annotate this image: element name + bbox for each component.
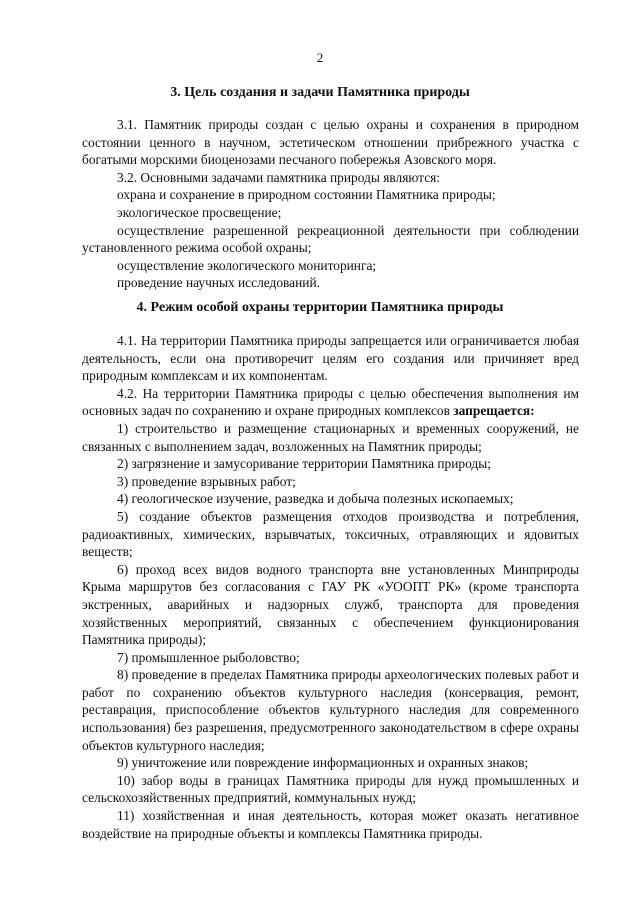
prohibited-label: запрещается: — [453, 403, 535, 419]
task-item: осуществление разрешенной рекреационной деятельности при соблюдении установленного режима особой охраны; — [82, 222, 579, 256]
prohibition-item: 9) уничтожение или повреждение информационных и охранных знаков; — [117, 755, 529, 771]
section-4-title: 4. Режим особой охраны территории Памятника природы — [136, 300, 504, 315]
section-4-body — [82, 332, 579, 842]
paragraph-4-2-text: 4.2. На территории Памятника природы с целью обеспечения выполнения им основных задач по сохранению и охране природных комплексов — [82, 385, 579, 419]
prohibition-item: 7) промышленное рыболовство; — [117, 649, 300, 665]
page-number: 2 — [316, 50, 324, 65]
task-item: экологическое просвещение; — [117, 204, 282, 220]
prohibition-item: 4) геологическое изучение, разведка и добыча полезных ископаемых; — [117, 491, 514, 507]
section-3-body — [82, 116, 579, 292]
prohibition-item: 8) проведение в пределах Памятника природы археологических полевых работ и работ по сохранению объектов культурного наследия (консервация, ремонт, реставрация, приспособление объектов культурного наследия для современного использования) без разрешения, предусмотренного законодательством в сфере охраны объектов культурного наследия; — [82, 667, 579, 753]
task-item: охрана и сохранение в природном состоянии Памятника природы; — [117, 187, 496, 203]
paragraph-4-2 — [82, 385, 579, 420]
prohibition-item: 2) загрязнение и замусоривание территории Памятника природы; — [117, 456, 491, 472]
prohibition-item: 11) хозяйственная и иная деятельность, которая может оказать негативное воздействие на природные объекты и комплексы Памятника природы. — [82, 808, 579, 841]
prohibition-item: 6) проход всех видов водного транспорта вне установленных Минприроды Крыма маршрутов без согласования с ГАУ РК «УООПТ РК» (кроме транспорта экстренных, аварийных и надзорных служб, транспорта для проведения хозяйственных мероприятий, связанных с обеспечением функционирования Памятника природы); — [82, 561, 579, 648]
paragraph-3-2: 3.2. Основными задачами памятника природы являются: — [117, 169, 441, 185]
prohibition-item: 3) проведение взрывных работ; — [117, 473, 296, 489]
task-item: осуществление экологического мониторинга; — [117, 257, 377, 273]
paragraph-4-1: 4.1. На территории Памятника природы запрещается или ограничивается любая деятельность, если она противоречит целям его создания или причиняет вред природным комплексам и их компонентам. — [82, 333, 579, 384]
prohibition-item: 1) строительство и размещение стационарных и временных сооружений, не связанных с выполнением задач, возложенных на Памятник природы; — [82, 420, 579, 454]
prohibition-item: 10) забор воды в границах Памятника природы для нужд промышленных и сельскохозяйственных предприятий, коммунальных нужд; — [82, 772, 579, 806]
paragraph-3-1: 3.1. Памятник природы создан с целью охраны и сохранения в природном состоянии ценного в научном, эстетическом отношении прибрежного участка с богатыми морскими биоценозами песчаного побережья Азовского моря. — [82, 117, 579, 168]
section-3-title: 3. Цель создания и задачи Памятника природы — [170, 85, 470, 100]
prohibition-item: 5) создание объектов размещения отходов производства и потребления, радиоактивных, химических, взрывчатых, токсичных, отравляющих и ядовитых веществ; — [82, 508, 579, 560]
task-item: проведение научных исследований. — [117, 275, 320, 291]
